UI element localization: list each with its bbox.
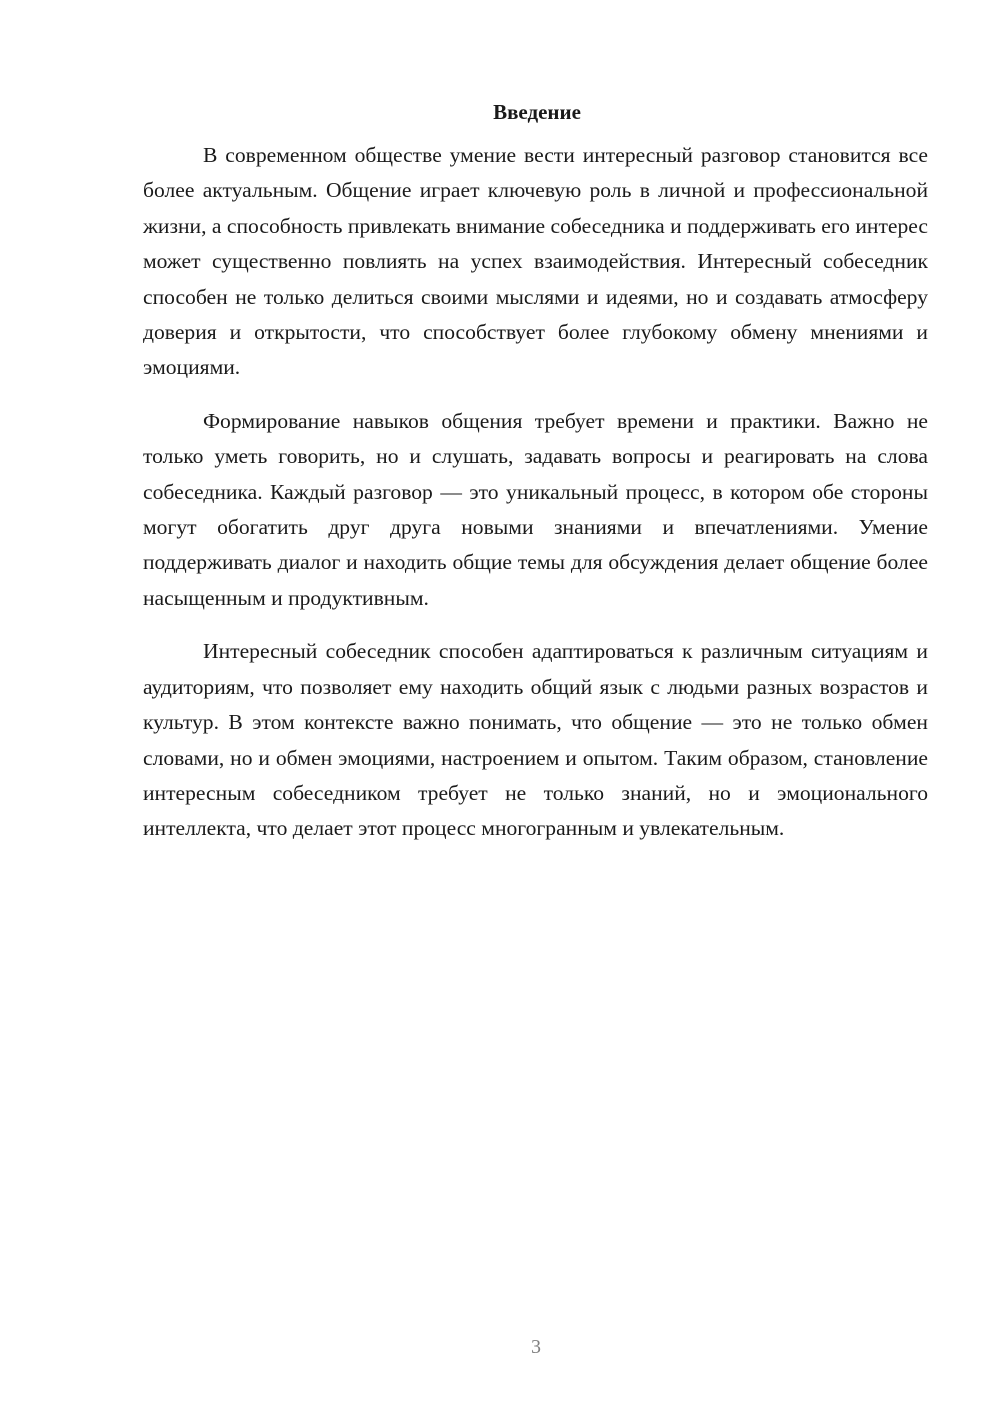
paragraph-1: В современном обществе умение вести интересный разговор становится все более актуальным. Общение играет ключевую роль в личной и профессиональной жизни, а способность привлекать внимание собеседника и поддерживать его интерес может существенно повлиять на успех взаимодействия. Интересный собеседник способен не только делиться своими мыслями и идеями, но и создавать атмосферу доверия и открытости, что способствует более глубокому обмену мнениями и эмоциями. [143,143,928,380]
paragraph-2: Формирование навыков общения требует времени и практики. Важно не только уметь говорить, но и слушать, задавать вопросы и реагировать на слова собеседника. Каждый разговор — это уникальный процесс, в котором обе стороны могут обогатить друг друга новыми знаниями и впечатлениями. Умение поддерживать диалог и находить общие темы для обсуждения делает общение более насыщенным и продуктивным. [143,408,928,610]
page-number: 3 [531,1336,541,1358]
paragraph-3: Интересный собеседник способен адаптироваться к различным ситуациям и аудиториям, что позволяет ему находить общий язык с людьми разных возрастов и культур. В этом контексте важно понимать, что общение — это не только обмен словами, но и обмен эмоциями, настроением и опытом. Таким образом, становление интересным собеседником требует не только знаний, но и эмоционального интеллекта, что делает этот процесс многогранным и увлекательным. [143,639,928,841]
section-title: Введение [493,100,581,124]
document-body [143,96,928,847]
